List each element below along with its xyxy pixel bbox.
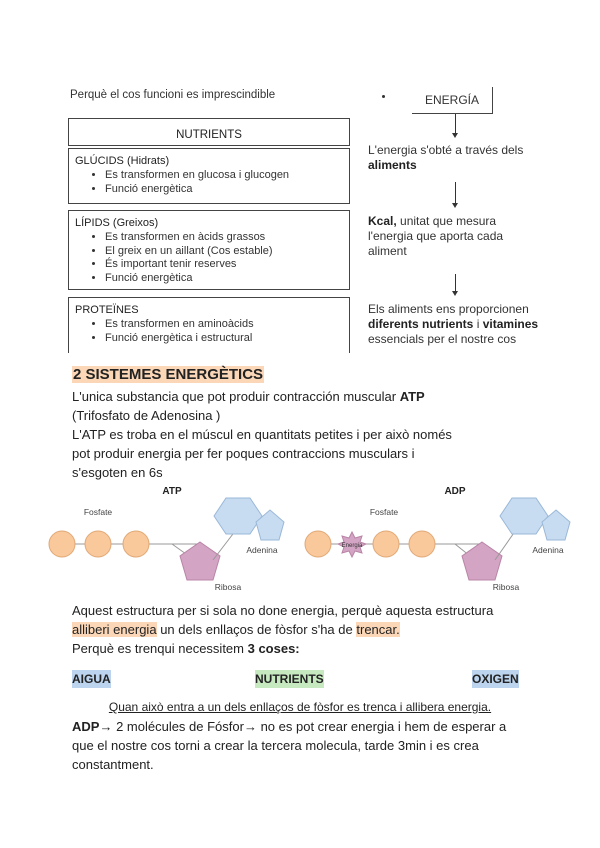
section-heading: 2 SISTEMES ENERGÈTICS [73, 366, 264, 383]
atp-ribosa-label: Ribosa [214, 582, 242, 592]
glucids-heading [75, 155, 343, 167]
flow-text-1 [368, 143, 568, 173]
phosphate-circle [49, 531, 75, 557]
ribose-pentagon [462, 542, 502, 580]
tag-aigua: AIGUA [72, 672, 111, 686]
tag-oxigen: OXIGEN [472, 672, 519, 686]
list-item: • Funció energètica i estructural [105, 332, 343, 346]
flow-text-2c: l'energia que aporta cada [368, 229, 504, 243]
arrow-down-icon [452, 203, 458, 208]
adp-fosfate-label: Fosfate [369, 507, 399, 517]
phosphate-circle [409, 531, 435, 557]
lipids-list [75, 231, 343, 285]
glucids-title: GLÚCIDS [75, 155, 124, 167]
arrow-down-icon [452, 291, 458, 296]
flow-text-2 [368, 214, 568, 259]
section-text [72, 387, 542, 482]
bottom-text [72, 601, 552, 658]
atp-fosfate-label: Fosfate [83, 507, 113, 517]
list-item: • Es transformen en glucosa i glucogen [105, 169, 343, 183]
glucids-list [75, 169, 343, 196]
final-text-b: → 2 molécules de Fósfor→ no es pot crear energia i hem de esperar a [99, 719, 507, 734]
adp-ribosa-label: Ribosa [492, 582, 520, 592]
proteines-box [68, 297, 350, 353]
flow-text-3c: i [476, 317, 480, 331]
flow-text-2a: Kcal, [368, 214, 397, 228]
flow-text-1a: L'energia s'obté a través dels [368, 143, 524, 157]
section-text-2c: s'esgoten en 6s [72, 465, 163, 480]
proteines-list [75, 318, 343, 345]
nutrients-title: NUTRIENTS [176, 129, 242, 141]
tag-nutrients: NUTRIENTS [255, 672, 324, 686]
lipids-box [68, 210, 350, 290]
lipids-heading [75, 217, 343, 229]
phosphate-circle [305, 531, 331, 557]
glucids-box [68, 148, 350, 204]
bottom-text-1a: Aquest estructura per si sola no done energia, perquè aquesta estructura [72, 603, 494, 618]
bottom-text-1c: un dels enllaços de fòsfor s'ha de [160, 622, 353, 637]
atp-adenina-label: Adenina [246, 545, 278, 555]
section-text-2a: L'ATP es troba en el múscul en quantitats petites i per això només [72, 427, 452, 442]
flow-text-3b: diferents nutrients [368, 317, 474, 331]
bullet-dot [382, 95, 385, 98]
phosphate-circle [373, 531, 399, 557]
phosphate-circle [123, 531, 149, 557]
energia-label: ENERGÍA [412, 87, 493, 114]
highlight-trencar: trencar. [356, 622, 400, 637]
flow-text-3d: vitamines [482, 317, 539, 331]
adp-bold: ADP [72, 719, 100, 734]
final-text-d: constantment. [72, 757, 154, 772]
list-item: • És important tenir reserves [105, 258, 343, 272]
lipids-subtitle: (Greixos) [112, 217, 159, 229]
arrow-line [455, 274, 456, 292]
bottom-text-2a: Perquè es trenqui necessitem [72, 641, 244, 656]
atp-adp-diagram [0, 478, 600, 598]
flow-text-2d: aliment [368, 244, 407, 258]
list-item: • Es transformen en aminoàcids [105, 318, 343, 332]
underlined-sentence: Quan això entra a un dels enllaços de fòsfor es trenca i allibera energia. [108, 700, 492, 714]
section-text-1c: (Trifosfato de Adenosina ) [72, 408, 221, 423]
nutrients-header [68, 118, 350, 146]
bottom-text-2b: 3 coses: [247, 641, 300, 656]
phosphate-circle [85, 531, 111, 557]
adp-adenina-label: Adenina [532, 545, 564, 555]
list-item: • Funció energètica [105, 183, 343, 197]
list-item: • Funció energètica [105, 272, 343, 286]
section-text-2b: pot produir energia per fer poques contraccions musculars i [72, 446, 415, 461]
list-item: • Es transformen en àcids grassos [105, 231, 343, 245]
adp-title: ADP [444, 486, 466, 497]
arrow-line [455, 114, 456, 134]
adp-energia-label: Energia [341, 543, 363, 549]
lipids-title: LÍPIDS [75, 217, 110, 229]
arrow-line [455, 182, 456, 204]
final-text-c: que el nostre cos torni a crear la tercera molecula, tarde 3min i es crea [72, 738, 479, 753]
section-text-1a: L'unica substancia que pot produir contracción muscular [72, 389, 397, 404]
flow-text-3 [368, 302, 578, 347]
flow-text-2b: unitat que mesura [400, 214, 497, 228]
proteines-title: PROTEÏNES [75, 304, 139, 316]
final-text [72, 717, 552, 774]
glucids-subtitle: (Hidrats) [126, 155, 170, 167]
adenine-hexagon [214, 498, 262, 534]
highlight-alliberi: alliberi energia [72, 622, 157, 637]
flow-text-3e: essencials per el nostre cos [368, 332, 517, 346]
ribose-pentagon [180, 542, 220, 580]
intro-text: Perquè el cos funcioni es imprescindible [70, 89, 276, 101]
flow-text-1b: aliments [368, 158, 417, 172]
section-text-1b: ATP [399, 389, 425, 404]
list-item: • El greix en un aillant (Cos estable) [105, 245, 343, 259]
atp-title: ATP [162, 486, 182, 497]
flow-text-3a: Els aliments ens proporcionen [368, 302, 529, 316]
arrow-down-icon [452, 133, 458, 138]
adenine-hexagon [500, 498, 548, 534]
